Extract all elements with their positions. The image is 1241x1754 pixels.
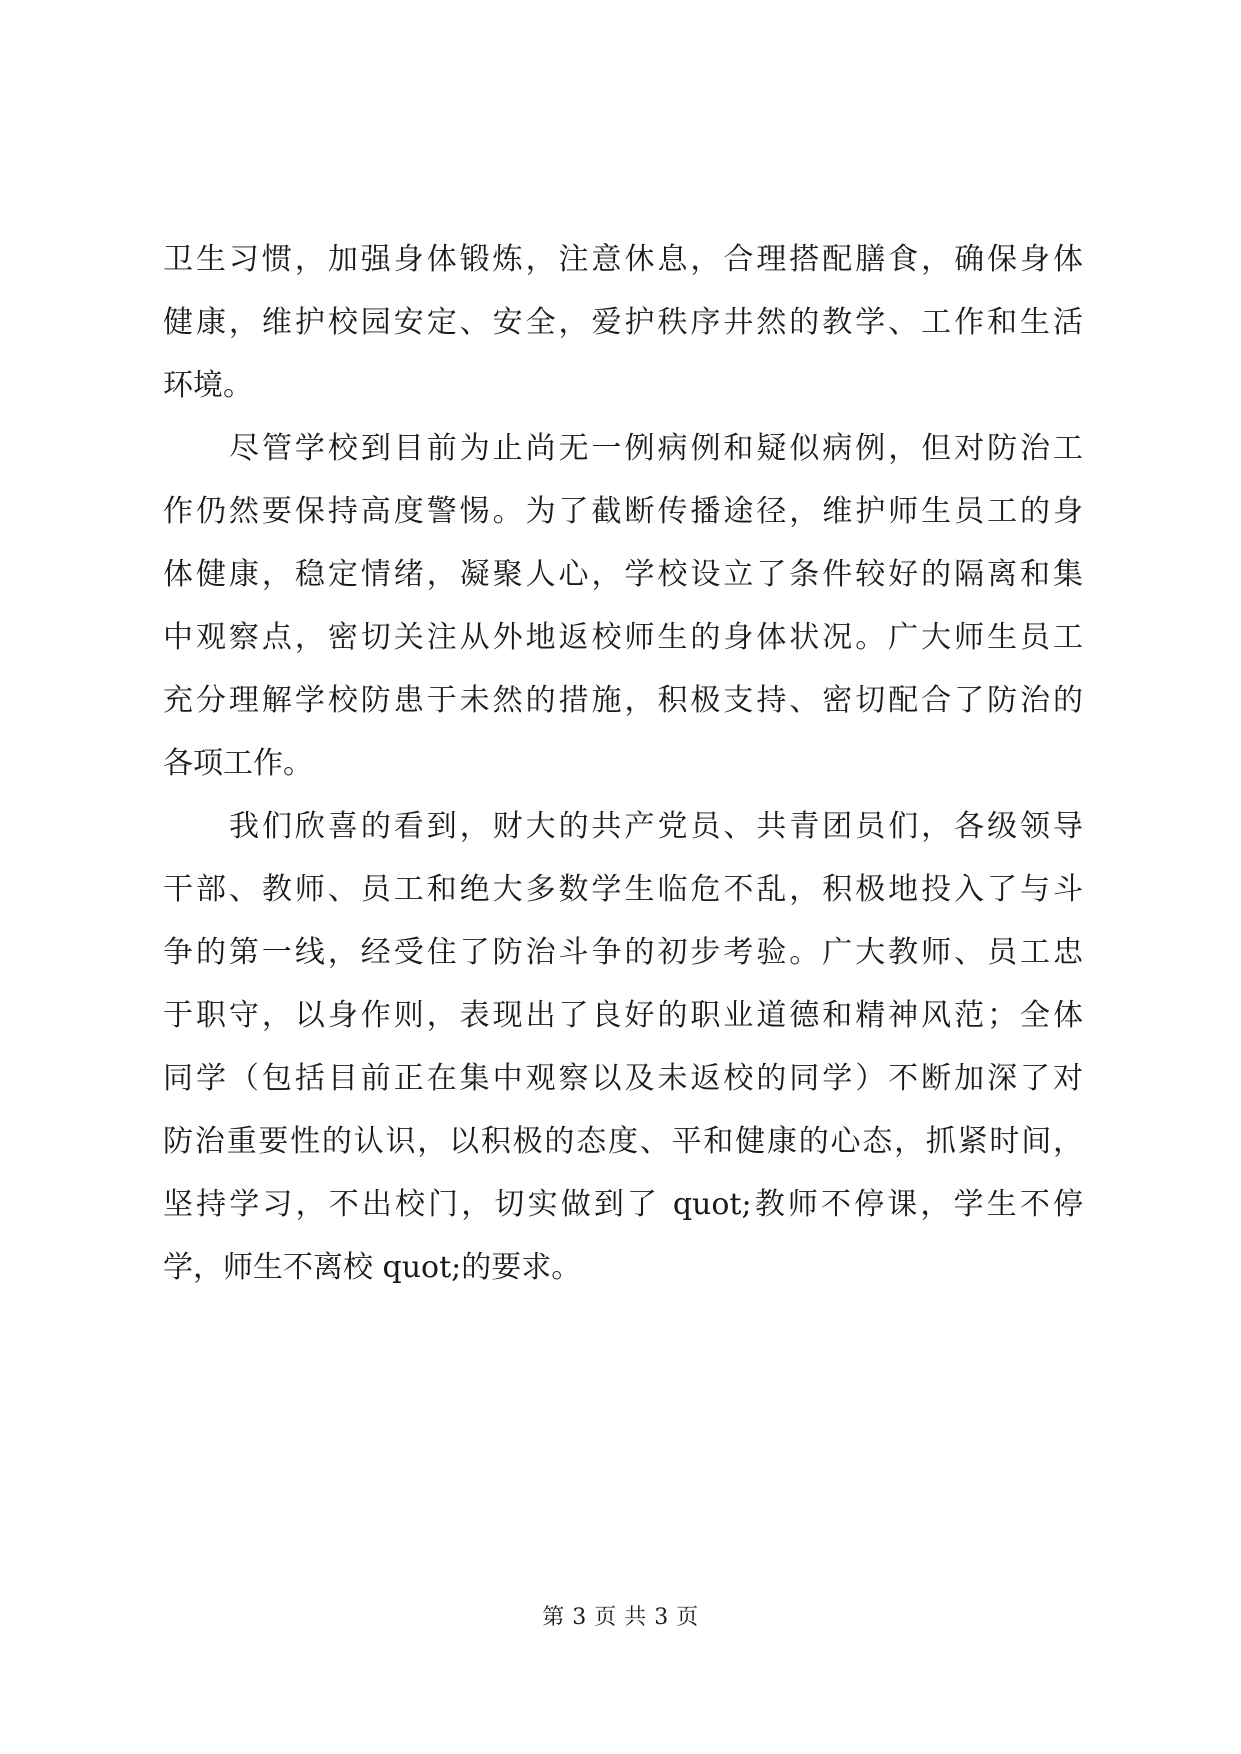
text-line: 于职守，以身作则，表现出了良好的职业道德和精神风范；全体 (163, 998, 1083, 1033)
paragraph-first-line: 尽管学校到目前为止尚无一例病例和疑似病例，但对防治工 (229, 431, 1083, 466)
text-line: 学，师生不离校 quot;的要求。 (163, 1250, 582, 1285)
text-line: 环境。 (163, 368, 253, 403)
text-line: 争的第一线，经受住了防治斗争的初步考验。广大教师、员工忠 (163, 935, 1083, 970)
text-line: 防治重要性的认识，以积极的态度、平和健康的心态，抓紧时间， (163, 1124, 1083, 1159)
paragraph-first-line: 我们欣喜的看到，财大的共产党员、共青团员们，各级领导 (229, 809, 1083, 844)
page-footer: 第 3 页 共 3 页 (542, 1605, 699, 1630)
text-line: 充分理解学校防患于未然的措施，积极支持、密切配合了防治的 (163, 683, 1083, 718)
text-line: 作仍然要保持高度警惕。为了截断传播途径，维护师生员工的身 (163, 494, 1083, 529)
text-line: 干部、教师、员工和绝大多数学生临危不乱，积极地投入了与斗 (163, 872, 1083, 907)
text-line: 健康，维护校园安定、安全，爱护秩序井然的教学、工作和生活 (163, 305, 1083, 340)
text-line: 坚持学习，不出校门，切实做到了 quot;教师不停课，学生不停 (163, 1187, 1083, 1222)
document-body (163, 228, 1083, 1299)
text-line: 同学（包括目前正在集中观察以及未返校的同学）不断加深了对 (163, 1061, 1083, 1096)
text-line: 各项工作。 (163, 746, 313, 781)
text-line: 中观察点，密切关注从外地返校师生的身体状况。广大师生员工 (163, 620, 1083, 655)
text-line: 体健康，稳定情绪，凝聚人心，学校设立了条件较好的隔离和集 (163, 557, 1083, 592)
text-line: 卫生习惯，加强身体锻炼，注意休息，合理搭配膳食，确保身体 (163, 242, 1083, 277)
